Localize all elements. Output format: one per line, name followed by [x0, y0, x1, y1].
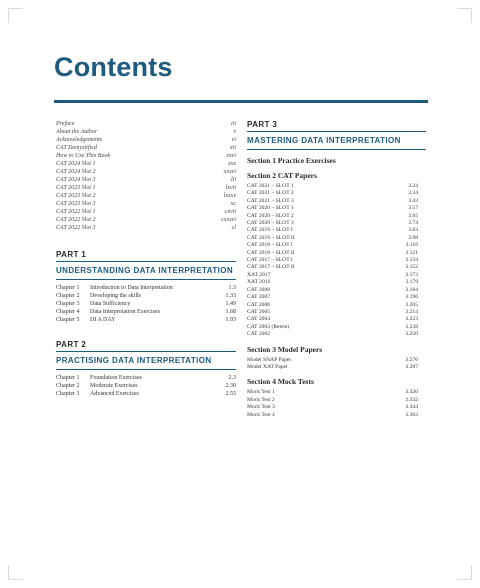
- front-matter-item-page: lxxxv: [223, 193, 236, 199]
- front-matter-item-name: CAT 2022 Slot 1: [56, 209, 96, 215]
- front-matter-item: [56, 224, 236, 232]
- mock-tests-list: [247, 389, 426, 419]
- cat-paper-item: [247, 264, 426, 271]
- mock-test-item-name: Mock Test 3: [247, 404, 275, 411]
- cat-paper-item-name: CAT 2019 – SLOT II: [247, 234, 295, 241]
- cat-paper-item-name: CAT 2017 – SLOT I: [247, 257, 293, 264]
- part2-chapter-page: 2.3: [228, 375, 236, 381]
- cat-paper-item: [247, 309, 426, 316]
- cat-paper-item: [247, 242, 426, 249]
- part1-chapter-num: Chapter 4: [56, 309, 80, 315]
- front-matter-item-name: CAT 2022 Slot 2: [56, 217, 96, 223]
- part1-chapter-page: 1.3: [228, 285, 236, 291]
- cat-paper-item-page: 3.34: [408, 190, 418, 197]
- part1-title: UNDERSTANDING DATA INTERPRETATION: [56, 261, 236, 276]
- part3-title: MASTERING DATA INTERPRETATION: [247, 131, 426, 146]
- cat-paper-item-name: CAT 2006: [247, 301, 271, 308]
- cat-paper-item-name: CAT 2021 – SLOT 2: [247, 190, 294, 197]
- cat-paper-item-name: CAT 2021 – SLOT 3: [247, 197, 294, 204]
- cat-paper-item: [247, 198, 426, 205]
- cat-paper-item-name: CAT 2003 (Retest): [247, 323, 290, 330]
- part1-chapter-page: 1.93: [225, 317, 236, 323]
- right-column: [247, 120, 426, 419]
- mock-test-item: [247, 397, 426, 404]
- crop-mark-top-right: [457, 8, 472, 23]
- mock-test-item: [247, 412, 426, 419]
- crop-mark-bottom-left: [8, 565, 23, 580]
- cat-paper-item-name: XAT 2016: [247, 279, 271, 286]
- cat-paper-item-name: CAT 2002: [247, 331, 271, 338]
- part1-chapter: [56, 316, 236, 324]
- model-paper-item-name: Model XAT Paper: [247, 363, 288, 370]
- cat-paper-item-page: 3.214: [405, 308, 418, 315]
- front-matter-item-name: CAT Demystified: [56, 145, 97, 151]
- cat-paper-item: [247, 190, 426, 197]
- part2-chapter-page: 2.55: [225, 391, 236, 397]
- cat-paper-item-page: 3.43: [408, 197, 418, 204]
- cat-paper-item-name: CAT 2017 – SLOT II: [247, 264, 295, 271]
- cat-paper-item-page: 3.250: [405, 331, 418, 338]
- page-title: Contents: [54, 52, 173, 82]
- part1-chapter-list: [56, 284, 236, 324]
- part2-chapter-page: 2.30: [225, 383, 236, 389]
- cat-paper-item-name: CAT 2007: [247, 294, 271, 301]
- cat-paper-item: [247, 227, 426, 234]
- cat-paper-item-name: CAT 2020 – SLOT 3: [247, 220, 294, 227]
- front-matter-item-page: iii: [230, 121, 236, 127]
- cat-paper-item-name: CAT 2008: [247, 286, 271, 293]
- mock-test-item-name: Mock Test 4: [247, 411, 275, 418]
- part2-chapter-name: Advanced Exercises: [90, 391, 139, 397]
- front-matter-item: [56, 168, 236, 176]
- cat-paper-item-page: 3.238: [405, 323, 418, 330]
- part1-chapter: [56, 300, 236, 308]
- section4-heading: Section 4 Mock Tests: [247, 377, 314, 387]
- cat-paper-item-page: 3.65: [408, 212, 418, 219]
- cat-paper-item-page: 3.173: [405, 271, 418, 278]
- part1-chapter-page: 1.33: [225, 293, 236, 299]
- mock-test-item-page: 3.332: [405, 396, 418, 403]
- front-matter-item-name: About the Author: [56, 129, 98, 135]
- cat-paper-item-page: 3.196: [405, 294, 418, 301]
- cat-paper-item-name: XAT 2017: [247, 271, 271, 278]
- part2-chapter-num: Chapter 3: [56, 391, 80, 397]
- cat-paper-item-page: 3.134: [405, 257, 418, 264]
- part2-chapter-num: Chapter 1: [56, 375, 80, 381]
- cat-paper-item-name: CAT 2018 – SLOT I: [247, 242, 293, 249]
- cat-paper-item: [247, 294, 426, 301]
- front-matter-item-page: cxxxvi: [221, 217, 236, 223]
- cat-paper-item-page: 3.116: [405, 242, 418, 249]
- mock-test-item-name: Mock Test 2: [247, 396, 275, 403]
- part1-label: PART 1: [56, 250, 87, 259]
- part1-chapter-name: Developing the skills: [90, 293, 141, 299]
- cat-paper-item: [247, 205, 426, 212]
- part3-label: PART 3: [247, 120, 278, 129]
- front-matter-item: [56, 216, 236, 224]
- cat-paper-item-page: 3.74: [408, 220, 418, 227]
- cat-paper-item: [247, 324, 426, 331]
- cat-paper-item-name: CAT 2005: [247, 308, 271, 315]
- part2-rule: [56, 369, 236, 370]
- front-matter-item: [56, 160, 236, 168]
- part1-chapter: [56, 284, 236, 292]
- mock-test-item: [247, 389, 426, 396]
- cat-paper-item: [247, 257, 426, 264]
- crop-mark-top-left: [8, 8, 23, 23]
- part1-chapter-num: Chapter 2: [56, 293, 80, 299]
- cat-paper-item-page: 3.24: [408, 183, 418, 189]
- front-matter-item-page: xxx: [228, 161, 236, 167]
- cat-paper-item-name: CAT 2020 – SLOT 2: [247, 212, 294, 219]
- cat-paper-item: [247, 302, 426, 309]
- cat-paper-item-page: 3.179: [405, 279, 418, 286]
- part1-chapter-name: Data Interpretation Exercises: [90, 309, 160, 315]
- cat-paper-item: [247, 316, 426, 323]
- cat-paper-item-page: 3.98: [408, 234, 418, 241]
- front-matter-item-page: xxvi: [226, 153, 236, 159]
- front-matter-item: [56, 208, 236, 216]
- front-matter-item: [56, 200, 236, 208]
- part1-chapter-num: Chapter 3: [56, 301, 80, 307]
- model-paper-item-name: Model SNAP Paper: [247, 356, 292, 363]
- cat-paper-item-page: 3.184: [405, 286, 418, 293]
- part1-chapter-name: Introduction to Data Interpretation: [90, 285, 173, 291]
- front-matter-item-page: cxvii: [224, 209, 236, 215]
- left-column: [56, 120, 236, 398]
- cat-papers-list: [247, 183, 426, 339]
- cat-paper-item-page: 3.205: [405, 301, 418, 308]
- front-matter-item-name: Acknowledgements: [56, 137, 102, 143]
- cat-paper-item-page: 3.83: [408, 227, 418, 234]
- crop-mark-bottom-right: [457, 565, 472, 580]
- part2-chapter-name: Foundation Exercises: [90, 375, 142, 381]
- cat-paper-item: [247, 235, 426, 242]
- part1-chapter-page: 1.49: [225, 301, 236, 307]
- part2-chapter-num: Chapter 2: [56, 383, 80, 389]
- front-matter-item: [56, 176, 236, 184]
- cat-paper-item: [247, 279, 426, 286]
- part1-chapter-name: Data Sufficiency: [90, 301, 131, 307]
- part2-title: PRACTISING DATA INTERPRETATION: [56, 351, 236, 366]
- cat-paper-item-name: CAT 2021 – SLOT 1: [247, 183, 294, 189]
- front-matter-item-page: xxxvi: [223, 169, 236, 175]
- model-paper-item: [247, 357, 426, 364]
- front-matter-item-page: cl: [231, 225, 236, 231]
- mock-test-item-page: 3.344: [405, 404, 418, 411]
- part2-chapter: [56, 382, 236, 390]
- cat-paper-item-name: CAT 2019 – SLOT I: [247, 227, 293, 234]
- mock-test-item: [247, 404, 426, 411]
- cat-paper-item: [247, 272, 426, 279]
- front-matter-item-name: CAT 2024 Slot 3: [56, 177, 96, 183]
- part2-chapter: [56, 390, 236, 398]
- part1-chapter-num: Chapter 1: [56, 285, 80, 291]
- section3-heading: Section 3 Model Papers: [247, 344, 323, 354]
- front-matter-item-name: CAT 2024 Slot 2: [56, 169, 96, 175]
- model-paper-item-page: 3.276: [405, 356, 418, 363]
- front-matter-item-name: CAT 2023 Slot 3: [56, 201, 96, 207]
- front-matter-item: [56, 184, 236, 192]
- cat-paper-item-name: CAT 2020 – SLOT 1: [247, 205, 294, 212]
- part2-chapter-name: Moderate Exercises: [90, 383, 138, 389]
- cat-paper-item-page: 3.152: [405, 264, 418, 271]
- part2-label: PART 2: [56, 340, 87, 349]
- mock-test-item-page: 3.363: [405, 411, 418, 418]
- model-paper-item: [247, 364, 426, 371]
- part2-chapter-list: [56, 374, 236, 398]
- front-matter-item: [56, 144, 236, 152]
- mock-test-item-page: 3.320: [405, 389, 418, 396]
- front-matter-list: [56, 120, 236, 232]
- model-paper-item-page: 3.287: [405, 363, 418, 370]
- cat-paper-item-name: CAT 2018 – SLOT II: [247, 249, 295, 256]
- cat-paper-item-name: CAT 2004: [247, 316, 271, 323]
- part2-chapter: [56, 374, 236, 382]
- cat-paper-item-page: 3.223: [405, 316, 418, 323]
- part1-chapter-name: DI A DAY: [90, 317, 116, 323]
- part1-chapter: [56, 292, 236, 300]
- part1-chapter-page: 1.68: [225, 309, 236, 315]
- part1-chapter-num: Chapter 5: [56, 317, 80, 323]
- front-matter-item-name: CAT 2022 Slot 3: [56, 225, 96, 231]
- section1-heading: Section 1 Practice Exercises: [247, 156, 336, 165]
- front-matter-item-page: xc: [230, 201, 236, 207]
- front-matter-item-page: xii: [230, 145, 236, 151]
- front-matter-item-name: CAT 2024 Slot 1: [56, 161, 96, 167]
- model-papers-list: [247, 357, 426, 372]
- front-matter-item-name: CAT 2023 Slot 1: [56, 185, 96, 191]
- cat-paper-item: [247, 287, 426, 294]
- front-matter-item-page: lii: [230, 177, 236, 183]
- front-matter-item: [56, 120, 236, 128]
- front-matter-item: [56, 128, 236, 136]
- front-matter-item-page: v: [233, 129, 236, 135]
- front-matter-item-page: lxvii: [225, 185, 236, 191]
- cat-paper-item-page: 3.121: [405, 249, 418, 256]
- section2-heading: Section 2 CAT Papers: [247, 171, 317, 180]
- front-matter-item-name: Preface: [56, 121, 75, 127]
- front-matter-item-name: CAT 2023 Slot 2: [56, 193, 96, 199]
- cat-paper-item: [247, 213, 426, 220]
- front-matter-item-name: How to Use This Book: [56, 153, 110, 159]
- part1-rule: [56, 279, 236, 280]
- part1-chapter: [56, 308, 236, 316]
- mock-test-item-name: Mock Test 1: [247, 389, 275, 396]
- title-rule: [54, 100, 428, 103]
- front-matter-item: [56, 136, 236, 144]
- cat-paper-item: [247, 331, 426, 338]
- front-matter-item-page: vi: [231, 137, 236, 143]
- cat-paper-item: [247, 220, 426, 227]
- front-matter-item: [56, 152, 236, 160]
- part3-rule: [247, 149, 426, 150]
- cat-paper-item-page: 3.57: [408, 205, 418, 212]
- cat-paper-item: [247, 250, 426, 257]
- cat-paper-item: [247, 183, 426, 190]
- front-matter-item: [56, 192, 236, 200]
